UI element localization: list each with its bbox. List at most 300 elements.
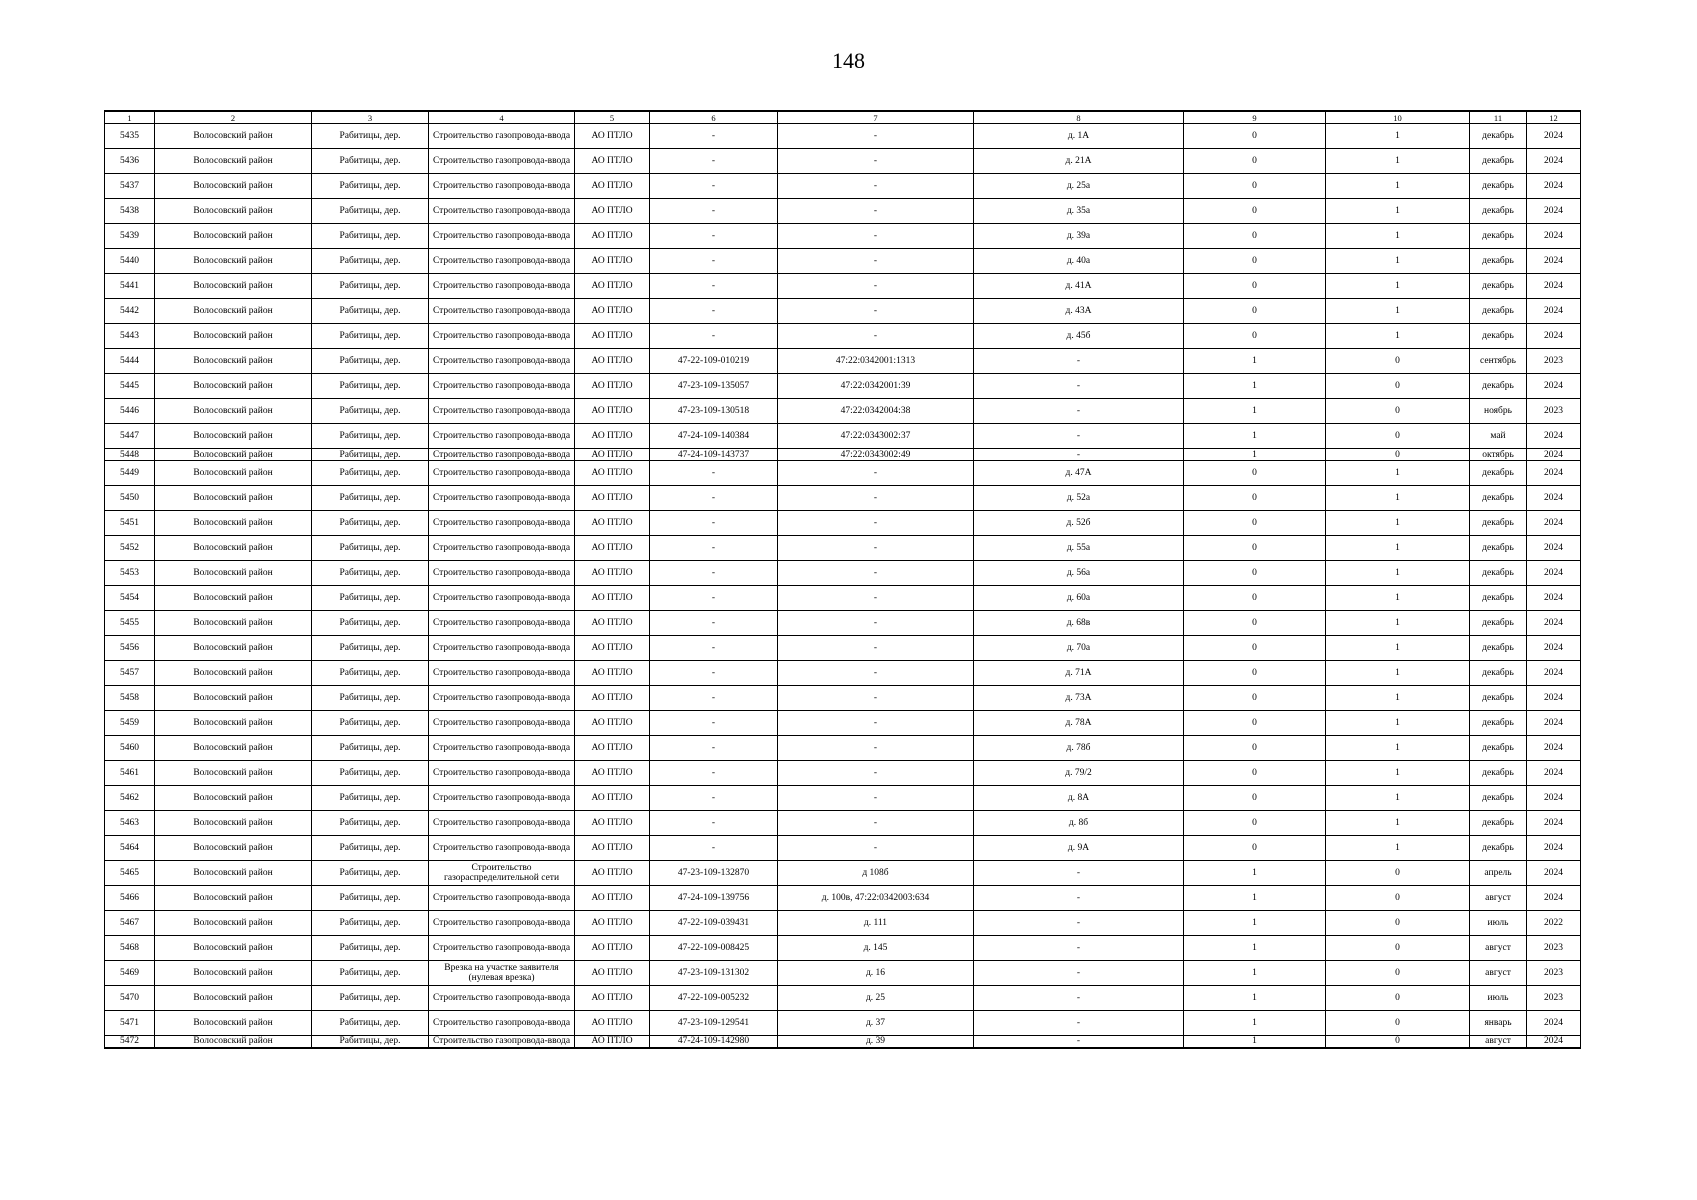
organization-cell: АО ПТЛО [575, 736, 650, 761]
house-address-cell: д. 73А [974, 686, 1184, 711]
row-number-cell: 5463 [105, 811, 155, 836]
year-cell: 2024 [1527, 149, 1581, 174]
organization-cell: АО ПТЛО [575, 249, 650, 274]
row-number-cell: 5437 [105, 174, 155, 199]
value-col9-cell: 1 [1184, 424, 1326, 449]
house-address-cell: д. 60а [974, 586, 1184, 611]
value-col10-cell: 1 [1326, 299, 1470, 324]
district-cell: Волосовский район [155, 324, 312, 349]
year-cell: 2024 [1527, 636, 1581, 661]
value-col10-cell: 0 [1326, 1011, 1470, 1036]
table-row [105, 324, 1581, 349]
table-row [105, 299, 1581, 324]
year-cell: 2024 [1527, 561, 1581, 586]
house-address-cell: д. 55а [974, 536, 1184, 561]
cadastral-number-cell: - [778, 124, 974, 149]
value-col9-cell: 0 [1184, 686, 1326, 711]
value-col9-cell: 0 [1184, 461, 1326, 486]
year-cell: 2024 [1527, 224, 1581, 249]
table-row [105, 349, 1581, 374]
value-col10-cell: 0 [1326, 349, 1470, 374]
year-cell: 2024 [1527, 886, 1581, 911]
month-cell: июль [1470, 911, 1527, 936]
value-col9-cell: 0 [1184, 299, 1326, 324]
year-cell: 2022 [1527, 911, 1581, 936]
application-number-cell: - [650, 836, 778, 861]
value-col9-cell: 0 [1184, 224, 1326, 249]
table-row [105, 461, 1581, 486]
value-col9-cell: 0 [1184, 274, 1326, 299]
value-col9-cell: 1 [1184, 374, 1326, 399]
organization-cell: АО ПТЛО [575, 224, 650, 249]
row-number-cell: 5461 [105, 761, 155, 786]
district-cell: Волосовский район [155, 399, 312, 424]
district-cell: Волосовский район [155, 486, 312, 511]
row-number-cell: 5438 [105, 199, 155, 224]
table-row [105, 786, 1581, 811]
month-cell: апрель [1470, 861, 1527, 886]
page-number: 148 [832, 48, 865, 73]
work-type-cell: Строительство газопровода-ввода [429, 886, 575, 911]
table-row [105, 1036, 1581, 1048]
row-number-cell: 5451 [105, 511, 155, 536]
cadastral-number-cell: - [778, 299, 974, 324]
value-col9-cell: 0 [1184, 661, 1326, 686]
value-col10-cell: 1 [1326, 661, 1470, 686]
house-address-cell: - [974, 936, 1184, 961]
month-cell: декабрь [1470, 374, 1527, 399]
year-cell: 2023 [1527, 936, 1581, 961]
table-row [105, 374, 1581, 399]
value-col9-cell: 1 [1184, 986, 1326, 1011]
application-number-cell: 47-23-109-132870 [650, 861, 778, 886]
value-col9-cell: 0 [1184, 536, 1326, 561]
cadastral-number-cell: - [778, 324, 974, 349]
cadastral-number-cell: - [778, 711, 974, 736]
house-address-cell: д. 25а [974, 174, 1184, 199]
cadastral-number-cell: - [778, 149, 974, 174]
house-address-cell: - [974, 911, 1184, 936]
row-number-cell: 5435 [105, 124, 155, 149]
column-number-cell: 1 [105, 111, 155, 124]
settlement-cell: Рабитицы, дер. [312, 661, 429, 686]
table-row [105, 936, 1581, 961]
value-col10-cell: 0 [1326, 886, 1470, 911]
table-row [105, 711, 1581, 736]
year-cell: 2024 [1527, 174, 1581, 199]
table-row [105, 511, 1581, 536]
column-number-cell: 4 [429, 111, 575, 124]
settlement-cell: Рабитицы, дер. [312, 686, 429, 711]
column-number-cell: 10 [1326, 111, 1470, 124]
cadastral-number-cell: д. 145 [778, 936, 974, 961]
table-row [105, 174, 1581, 199]
month-cell: сентябрь [1470, 349, 1527, 374]
month-cell: декабрь [1470, 224, 1527, 249]
district-cell: Волосовский район [155, 711, 312, 736]
value-col10-cell: 1 [1326, 199, 1470, 224]
value-col10-cell: 0 [1326, 936, 1470, 961]
house-address-cell: - [974, 1011, 1184, 1036]
value-col10-cell: 1 [1326, 611, 1470, 636]
application-number-cell: - [650, 461, 778, 486]
work-type-cell: Строительство газопровода-ввода [429, 911, 575, 936]
application-number-cell: - [650, 711, 778, 736]
year-cell: 2024 [1527, 536, 1581, 561]
cadastral-number-cell: - [778, 811, 974, 836]
application-number-cell: - [650, 299, 778, 324]
application-number-cell: 47-23-109-135057 [650, 374, 778, 399]
value-col10-cell: 1 [1326, 761, 1470, 786]
application-number-cell: - [650, 636, 778, 661]
application-number-cell: - [650, 661, 778, 686]
value-col10-cell: 0 [1326, 861, 1470, 886]
year-cell: 2023 [1527, 961, 1581, 986]
organization-cell: АО ПТЛО [575, 636, 650, 661]
work-type-cell: Строительство газопровода-ввода [429, 449, 575, 461]
organization-cell: АО ПТЛО [575, 1036, 650, 1048]
row-number-cell: 5440 [105, 249, 155, 274]
table-row [105, 486, 1581, 511]
row-number-cell: 5466 [105, 886, 155, 911]
cadastral-number-cell: - [778, 686, 974, 711]
row-number-cell: 5446 [105, 399, 155, 424]
row-number-cell: 5457 [105, 661, 155, 686]
gas-connection-registry-table [104, 110, 1581, 1049]
value-col10-cell: 1 [1326, 536, 1470, 561]
application-number-cell: 47-22-109-039431 [650, 911, 778, 936]
district-cell: Волосовский район [155, 661, 312, 686]
value-col10-cell: 1 [1326, 686, 1470, 711]
month-cell: декабрь [1470, 124, 1527, 149]
table-header [105, 111, 1581, 124]
row-number-cell: 5470 [105, 986, 155, 1011]
district-cell: Волосовский район [155, 249, 312, 274]
cadastral-number-cell: - [778, 586, 974, 611]
application-number-cell: - [650, 561, 778, 586]
month-cell: декабрь [1470, 274, 1527, 299]
house-address-cell: д. 79/2 [974, 761, 1184, 786]
value-col10-cell: 0 [1326, 399, 1470, 424]
month-cell: декабрь [1470, 561, 1527, 586]
row-number-cell: 5467 [105, 911, 155, 936]
settlement-cell: Рабитицы, дер. [312, 936, 429, 961]
row-number-cell: 5450 [105, 486, 155, 511]
table-row [105, 686, 1581, 711]
month-cell: декабрь [1470, 786, 1527, 811]
column-number-cell: 12 [1527, 111, 1581, 124]
house-address-cell: д. 39а [974, 224, 1184, 249]
organization-cell: АО ПТЛО [575, 711, 650, 736]
value-col9-cell: 0 [1184, 249, 1326, 274]
organization-cell: АО ПТЛО [575, 986, 650, 1011]
organization-cell: АО ПТЛО [575, 511, 650, 536]
application-number-cell: 47-22-109-008425 [650, 936, 778, 961]
district-cell: Волосовский район [155, 986, 312, 1011]
year-cell: 2024 [1527, 299, 1581, 324]
application-number-cell: - [650, 811, 778, 836]
house-address-cell: д. 43А [974, 299, 1184, 324]
house-address-cell: - [974, 399, 1184, 424]
year-cell: 2024 [1527, 686, 1581, 711]
organization-cell: АО ПТЛО [575, 861, 650, 886]
application-number-cell: - [650, 536, 778, 561]
work-type-cell: Строительство газопровода-ввода [429, 686, 575, 711]
settlement-cell: Рабитицы, дер. [312, 511, 429, 536]
organization-cell: АО ПТЛО [575, 561, 650, 586]
row-number-cell: 5459 [105, 711, 155, 736]
month-cell: декабрь [1470, 511, 1527, 536]
cadastral-number-cell: - [778, 461, 974, 486]
organization-cell: АО ПТЛО [575, 124, 650, 149]
cadastral-number-cell: 47:22:0342001:1313 [778, 349, 974, 374]
cadastral-number-cell: - [778, 511, 974, 536]
district-cell: Волосовский район [155, 811, 312, 836]
organization-cell: АО ПТЛО [575, 486, 650, 511]
work-type-cell: Строительство газопровода-ввода [429, 224, 575, 249]
work-type-cell: Строительство газопровода-ввода [429, 611, 575, 636]
cadastral-number-cell: - [778, 274, 974, 299]
month-cell: декабрь [1470, 249, 1527, 274]
value-col9-cell: 0 [1184, 711, 1326, 736]
cadastral-number-cell: - [778, 761, 974, 786]
row-number-cell: 5454 [105, 586, 155, 611]
month-cell: декабрь [1470, 836, 1527, 861]
month-cell: декабрь [1470, 324, 1527, 349]
application-number-cell: - [650, 249, 778, 274]
settlement-cell: Рабитицы, дер. [312, 124, 429, 149]
column-number-row [105, 111, 1581, 124]
work-type-cell: Строительство газопровода-ввода [429, 836, 575, 861]
settlement-cell: Рабитицы, дер. [312, 349, 429, 374]
month-cell: декабрь [1470, 486, 1527, 511]
month-cell: декабрь [1470, 586, 1527, 611]
table-row [105, 424, 1581, 449]
organization-cell: АО ПТЛО [575, 449, 650, 461]
organization-cell: АО ПТЛО [575, 761, 650, 786]
value-col10-cell: 1 [1326, 486, 1470, 511]
work-type-cell: Строительство газопровода-ввода [429, 986, 575, 1011]
application-number-cell: 47-22-109-005232 [650, 986, 778, 1011]
month-cell: декабрь [1470, 611, 1527, 636]
cadastral-number-cell: д. 37 [778, 1011, 974, 1036]
row-number-cell: 5465 [105, 861, 155, 886]
organization-cell: АО ПТЛО [575, 199, 650, 224]
district-cell: Волосовский район [155, 449, 312, 461]
work-type-cell: Строительство газопровода-ввода [429, 274, 575, 299]
work-type-cell: Строительство газопровода-ввода [429, 811, 575, 836]
house-address-cell: - [974, 374, 1184, 399]
value-col10-cell: 1 [1326, 149, 1470, 174]
district-cell: Волосовский район [155, 761, 312, 786]
organization-cell: АО ПТЛО [575, 274, 650, 299]
value-col9-cell: 1 [1184, 886, 1326, 911]
row-number-cell: 5471 [105, 1011, 155, 1036]
year-cell: 2024 [1527, 1036, 1581, 1048]
work-type-cell: Строительство газопровода-ввода [429, 461, 575, 486]
house-address-cell: д. 21А [974, 149, 1184, 174]
house-address-cell: - [974, 1036, 1184, 1048]
row-number-cell: 5464 [105, 836, 155, 861]
year-cell: 2024 [1527, 811, 1581, 836]
month-cell: декабрь [1470, 299, 1527, 324]
cadastral-number-cell: - [778, 224, 974, 249]
district-cell: Волосовский район [155, 1036, 312, 1048]
work-type-cell: Строительство газопровода-ввода [429, 661, 575, 686]
table-row [105, 636, 1581, 661]
house-address-cell: д. 68в [974, 611, 1184, 636]
value-col9-cell: 0 [1184, 174, 1326, 199]
work-type-cell: Строительство газопровода-ввода [429, 586, 575, 611]
work-type-cell: Строительство газопровода-ввода [429, 249, 575, 274]
column-number-cell: 9 [1184, 111, 1326, 124]
table-row [105, 661, 1581, 686]
year-cell: 2024 [1527, 324, 1581, 349]
work-type-cell: Строительство газопровода-ввода [429, 1036, 575, 1048]
settlement-cell: Рабитицы, дер. [312, 174, 429, 199]
settlement-cell: Рабитицы, дер. [312, 299, 429, 324]
value-col10-cell: 0 [1326, 374, 1470, 399]
application-number-cell: - [650, 686, 778, 711]
settlement-cell: Рабитицы, дер. [312, 199, 429, 224]
row-number-cell: 5468 [105, 936, 155, 961]
row-number-cell: 5447 [105, 424, 155, 449]
year-cell: 2024 [1527, 461, 1581, 486]
row-number-cell: 5449 [105, 461, 155, 486]
table-row [105, 761, 1581, 786]
month-cell: декабрь [1470, 149, 1527, 174]
application-number-cell: 47-24-109-140384 [650, 424, 778, 449]
year-cell: 2024 [1527, 199, 1581, 224]
organization-cell: АО ПТЛО [575, 536, 650, 561]
year-cell: 2024 [1527, 486, 1581, 511]
cadastral-number-cell: д 108б [778, 861, 974, 886]
column-number-cell: 6 [650, 111, 778, 124]
table-row [105, 224, 1581, 249]
month-cell: декабрь [1470, 736, 1527, 761]
month-cell: декабрь [1470, 199, 1527, 224]
value-col9-cell: 0 [1184, 199, 1326, 224]
work-type-cell: Строительство газопровода-ввода [429, 536, 575, 561]
house-address-cell: д. 35а [974, 199, 1184, 224]
house-address-cell: - [974, 986, 1184, 1011]
value-col9-cell: 1 [1184, 861, 1326, 886]
house-address-cell: - [974, 886, 1184, 911]
work-type-cell: Строительство газопровода-ввода [429, 149, 575, 174]
table-row [105, 124, 1581, 149]
value-col9-cell: 1 [1184, 936, 1326, 961]
work-type-cell: Строительство газораспределительной сети [429, 861, 575, 886]
work-type-cell: Строительство газопровода-ввода [429, 199, 575, 224]
year-cell: 2024 [1527, 711, 1581, 736]
house-address-cell: д. 52б [974, 511, 1184, 536]
settlement-cell: Рабитицы, дер. [312, 711, 429, 736]
house-address-cell: д. 78б [974, 736, 1184, 761]
value-col9-cell: 0 [1184, 586, 1326, 611]
house-address-cell: д. 1А [974, 124, 1184, 149]
work-type-cell: Строительство газопровода-ввода [429, 636, 575, 661]
value-col9-cell: 1 [1184, 961, 1326, 986]
district-cell: Волосовский район [155, 586, 312, 611]
settlement-cell: Рабитицы, дер. [312, 461, 429, 486]
month-cell: декабрь [1470, 461, 1527, 486]
district-cell: Волосовский район [155, 424, 312, 449]
table-row [105, 986, 1581, 1011]
value-col9-cell: 1 [1184, 1036, 1326, 1048]
application-number-cell: 47-24-109-143737 [650, 449, 778, 461]
row-number-cell: 5458 [105, 686, 155, 711]
work-type-cell: Строительство газопровода-ввода [429, 349, 575, 374]
district-cell: Волосовский район [155, 686, 312, 711]
house-address-cell: д. 8А [974, 786, 1184, 811]
value-col9-cell: 0 [1184, 324, 1326, 349]
application-number-cell: - [650, 199, 778, 224]
month-cell: май [1470, 424, 1527, 449]
row-number-cell: 5460 [105, 736, 155, 761]
district-cell: Волосовский район [155, 124, 312, 149]
application-number-cell: - [650, 324, 778, 349]
organization-cell: АО ПТЛО [575, 461, 650, 486]
value-col9-cell: 0 [1184, 611, 1326, 636]
value-col10-cell: 1 [1326, 811, 1470, 836]
organization-cell: АО ПТЛО [575, 661, 650, 686]
cadastral-number-cell: 47:22:0343002:37 [778, 424, 974, 449]
work-type-cell: Строительство газопровода-ввода [429, 786, 575, 811]
table-row [105, 811, 1581, 836]
settlement-cell: Рабитицы, дер. [312, 149, 429, 174]
work-type-cell: Строительство газопровода-ввода [429, 174, 575, 199]
application-number-cell: 47-22-109-010219 [650, 349, 778, 374]
cadastral-number-cell: 47:22:0342001:39 [778, 374, 974, 399]
cadastral-number-cell: - [778, 536, 974, 561]
organization-cell: АО ПТЛО [575, 686, 650, 711]
house-address-cell: - [974, 349, 1184, 374]
value-col10-cell: 0 [1326, 911, 1470, 936]
district-cell: Волосовский район [155, 174, 312, 199]
month-cell: октябрь [1470, 449, 1527, 461]
district-cell: Волосовский район [155, 786, 312, 811]
table-row [105, 736, 1581, 761]
house-address-cell: д. 40а [974, 249, 1184, 274]
district-cell: Волосовский район [155, 561, 312, 586]
value-col10-cell: 0 [1326, 424, 1470, 449]
value-col9-cell: 1 [1184, 349, 1326, 374]
row-number-cell: 5453 [105, 561, 155, 586]
district-cell: Волосовский район [155, 349, 312, 374]
settlement-cell: Рабитицы, дер. [312, 861, 429, 886]
cadastral-number-cell: - [778, 661, 974, 686]
settlement-cell: Рабитицы, дер. [312, 449, 429, 461]
cadastral-number-cell: д. 100в, 47:22:0342003:634 [778, 886, 974, 911]
row-number-cell: 5441 [105, 274, 155, 299]
table-row [105, 249, 1581, 274]
cadastral-number-cell: д. 16 [778, 961, 974, 986]
cadastral-number-cell: - [778, 836, 974, 861]
year-cell: 2024 [1527, 586, 1581, 611]
settlement-cell: Рабитицы, дер. [312, 886, 429, 911]
month-cell: август [1470, 886, 1527, 911]
work-type-cell: Строительство газопровода-ввода [429, 511, 575, 536]
month-cell: август [1470, 1036, 1527, 1048]
value-col9-cell: 0 [1184, 511, 1326, 536]
organization-cell: АО ПТЛО [575, 911, 650, 936]
house-address-cell: д. 52а [974, 486, 1184, 511]
organization-cell: АО ПТЛО [575, 299, 650, 324]
row-number-cell: 5469 [105, 961, 155, 986]
application-number-cell: 47-23-109-131302 [650, 961, 778, 986]
settlement-cell: Рабитицы, дер. [312, 961, 429, 986]
value-col10-cell: 0 [1326, 449, 1470, 461]
